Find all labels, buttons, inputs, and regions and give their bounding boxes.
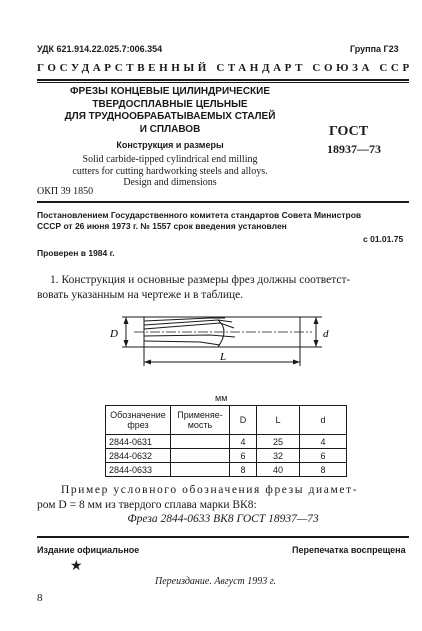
reprint-prohibited: Перепечатка воспрещена (292, 545, 406, 555)
checked-year: Проверен в 1984 г. (37, 248, 115, 258)
clause-1 (37, 273, 409, 303)
cell-applicability (171, 449, 230, 463)
table-row (106, 435, 347, 449)
designation-example (37, 483, 409, 513)
cell-d: 4 (300, 435, 347, 449)
gost-label: ГОСТ (329, 124, 369, 139)
header-d: d (300, 406, 347, 435)
effective-date: с 01.01.75 (363, 234, 404, 244)
udk-code: УДК 621.914.22.025.7:006.354 (37, 44, 163, 54)
header-rule-thin (37, 82, 409, 83)
cell-L: 40 (257, 463, 300, 477)
clause-line: вовать указанным на чертеже и в таблице. (37, 289, 244, 301)
header-rule (37, 79, 409, 81)
header-applicability: Применяе-мость (171, 406, 230, 435)
title-ru-line: И СПЛАВОВ (139, 123, 201, 135)
dimensions-table (105, 405, 347, 477)
okp-code: ОКП 39 1850 (37, 186, 94, 197)
table-row (106, 449, 347, 463)
title-en (40, 154, 300, 189)
cell-designation: 2844-0631 (106, 435, 171, 449)
cell-D: 4 (230, 435, 257, 449)
designation-sample: Фреза 2844-0633 ВК8 ГОСТ 18937—73 (127, 513, 319, 525)
cell-D: 6 (230, 449, 257, 463)
header-D: D (230, 406, 257, 435)
title-subtitle: Конструкция и размеры (116, 140, 224, 150)
cell-applicability (171, 435, 230, 449)
title-en-line: cutters for cutting hardworking steels and alloys. (72, 165, 268, 177)
resolution-line: Постановлением Государственного комитета стандартов Совета Министров (37, 210, 362, 220)
cell-L: 32 (257, 449, 300, 463)
star-icon: ★ (70, 559, 83, 574)
cell-d: 8 (300, 463, 347, 477)
gost-number: 18937—73 (327, 142, 381, 156)
cell-D: 8 (230, 463, 257, 477)
cell-designation: 2844-0632 (106, 449, 171, 463)
cutter-drawing (100, 304, 340, 384)
title-ru-line: ТВЕРДОСПЛАВНЫЕ ЦЕЛЬНЫЕ (92, 98, 248, 110)
header-L: L (257, 406, 300, 435)
example-line: Пример условного обозначения фрезы диамет- (61, 484, 359, 496)
title-rule (37, 201, 409, 203)
reissue-note: Переиздание. Август 1993 г. (155, 576, 277, 587)
label-d: d (323, 328, 329, 340)
example-line: ром D = 8 мм из твердого сплава марки ВК8: (37, 499, 257, 511)
header-designation: Обозначение фрез (106, 406, 171, 435)
cell-L: 25 (257, 435, 300, 449)
title-ru-line: ДЛЯ ТРУДНООБРАБАТЫВАЕМЫХ СТАЛЕЙ (64, 111, 276, 122)
resolution-text (37, 210, 409, 232)
cell-d: 6 (300, 449, 347, 463)
table-unit: мм (215, 393, 228, 403)
title-ru (40, 86, 300, 136)
standard-banner: ГОСУДАРСТВЕННЫЙ СТАНДАРТ СОЮЗА ССР (37, 62, 413, 74)
cell-applicability (171, 463, 230, 477)
group-code: Группа Г23 (350, 44, 399, 54)
table-header-row (106, 406, 347, 435)
page-number: 8 (37, 592, 43, 604)
flute-line (144, 335, 235, 337)
flute-line (144, 341, 220, 345)
label-L: L (220, 351, 227, 363)
clause-line: 1. Конструкция и основные размеры фрез должны соответст- (50, 274, 351, 286)
footer-rule (37, 536, 409, 538)
resolution-line: СССР от 26 июня 1973 г. № 1557 срок введения установлен (37, 221, 287, 231)
table-row (106, 463, 347, 477)
title-en-line: Solid carbide-tipped cylindrical end milling (82, 154, 258, 165)
label-D: D (110, 328, 118, 340)
title-ru-line: ФРЕЗЫ КОНЦЕВЫЕ ЦИЛИНДРИЧЕСКИЕ (69, 86, 271, 97)
official-edition: Издание официальное (37, 545, 140, 555)
title-en-line: Design and dimensions (123, 177, 217, 188)
cell-designation: 2844-0633 (106, 463, 171, 477)
